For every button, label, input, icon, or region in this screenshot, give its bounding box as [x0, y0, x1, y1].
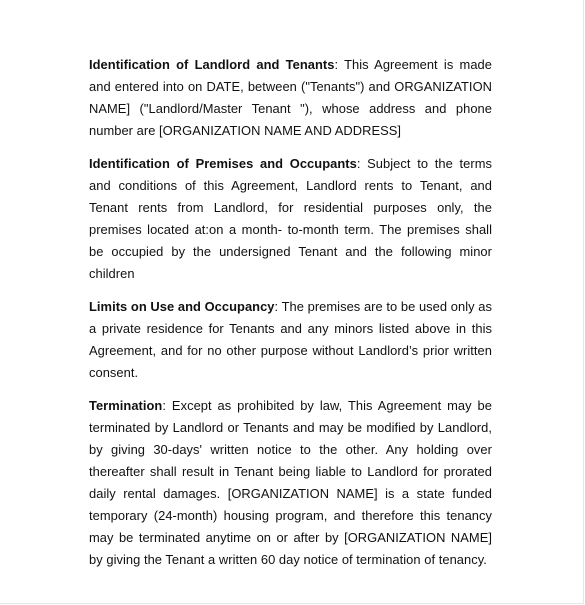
- paragraph-text: : Except as prohibited by law, This Agreement may be terminated by Landlord or Tenants and may be modified by Landlord, by giving 30-days' written notice to the other. Any holding over thereafter shall result in Tenant being liable to Landlord for prorated daily rental damages. [ORGANIZATION NAME] is a state funded temporary (24-month) housing program, and therefore this tenancy may be terminated anytime on or after by [ORGANIZATION NAME] by giving the Tenant a written 60 day notice of termination of tenancy.: [89, 398, 492, 567]
- document-body: [89, 54, 492, 582]
- paragraph-identification-landlord-tenants: [89, 54, 492, 142]
- paragraph-text: : Subject to the terms and conditions of this Agreement, Landlord rents to Tenant, and Tenant rents from Landlord, for residential purposes only, the premises located at:on a month- to-month term. The premises shall be occupied by the undersigned Tenant and the following minor children: [89, 156, 492, 281]
- paragraph-limits-use-occupancy: [89, 296, 492, 384]
- paragraph-text: : The premises are to be used only as a private residence for Tenants and any minors listed above in this Agreement, and for no other purpose without Landlord’s prior written consent.: [89, 299, 492, 380]
- paragraph-heading: Identification of Landlord and Tenants: [89, 57, 335, 72]
- paragraph-text: : This Agreement is made and entered into on DATE, between ("Tenants") and ORGANIZATION NAME] ("Landlord/Master Tenant "), whose address and phone number are [ORGANIZATION NAME AND ADDRESS]: [89, 57, 492, 138]
- paragraph-termination: [89, 395, 492, 571]
- paragraph-identification-premises-occupants: [89, 153, 492, 285]
- paragraph-heading: Termination: [89, 398, 163, 413]
- paragraph-heading: Limits on Use and Occupancy: [89, 299, 275, 314]
- paragraph-heading: Identification of Premises and Occupants: [89, 156, 357, 171]
